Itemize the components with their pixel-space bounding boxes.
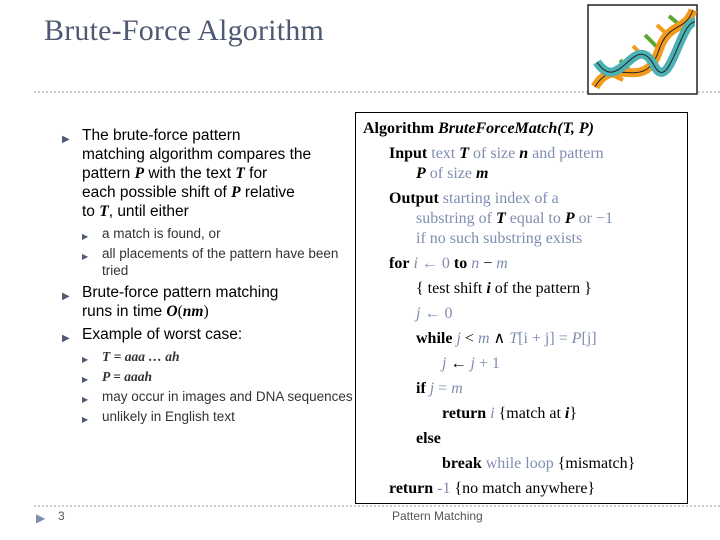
algo-line-for: for i ← 0 to n − m xyxy=(389,255,508,272)
triangle-right-icon: ▶ xyxy=(82,395,89,404)
sub-bullet-text: all placements of the pattern have been tried xyxy=(102,246,339,278)
bullet-text: matching algorithm compares the xyxy=(82,146,312,163)
footer-title: Pattern Matching xyxy=(392,509,483,523)
algorithm-box xyxy=(355,112,688,504)
triangle-right-icon: ▶ xyxy=(82,232,89,241)
bullet-text: The brute-force pattern xyxy=(82,127,241,144)
dna-helix-icon xyxy=(585,2,700,97)
bullet-text: Brute-force pattern matching xyxy=(82,284,279,301)
triangle-right-icon: ▶ xyxy=(62,291,70,302)
bullet-text: for xyxy=(244,165,268,182)
bullet-text: with the text xyxy=(144,165,236,182)
symbol-T: T xyxy=(235,165,245,182)
bullet-worst-case xyxy=(62,325,358,344)
bullet-text: relative xyxy=(240,184,295,201)
sub-bullet-text: may occur in images and DNA sequences xyxy=(102,389,353,404)
sub-bullet xyxy=(82,225,358,242)
symbol-P: P xyxy=(231,184,241,201)
algo-line-while: while j < m ∧ T[i + j] = P[j] xyxy=(416,330,597,347)
bullet-text: to xyxy=(82,203,100,220)
paren: ( xyxy=(177,303,183,320)
algo-line-output: Output starting index of a xyxy=(389,190,559,207)
sub-bullet-text: T = aaa … ah xyxy=(102,349,180,364)
algo-line-if: if j = m xyxy=(416,380,463,397)
footer-divider xyxy=(34,505,720,507)
slide-number: 3 xyxy=(58,509,65,523)
triangle-right-icon: ▶ xyxy=(62,134,70,145)
sub-bullet xyxy=(82,408,358,425)
algo-line-j-inc: j ← j + 1 xyxy=(442,355,500,372)
bullet-runtime xyxy=(62,283,358,321)
sub-bullet xyxy=(82,388,358,405)
paren: ) xyxy=(203,303,209,320)
bullet-text: runs in time xyxy=(82,303,167,320)
algo-line-j-init: j ← 0 xyxy=(416,305,453,322)
algo-line-input-cont: P of size m xyxy=(416,165,489,182)
bullet-text: , until either xyxy=(108,203,189,220)
bullet-brute-force-description xyxy=(62,126,358,221)
bullet-text: each possible shift of xyxy=(82,184,232,201)
triangle-right-icon: ▶ xyxy=(82,252,89,261)
bullet-text: Example of worst case: xyxy=(82,326,243,343)
sub-bullet xyxy=(82,348,358,365)
sub-bullet-text: unlikely in English text xyxy=(102,409,235,424)
algo-line-comment: { test shift i of the pattern } xyxy=(416,280,592,297)
sub-bullet-text: a match is found, or xyxy=(102,226,221,241)
triangle-right-icon: ▶ xyxy=(82,355,89,364)
sub-bullet xyxy=(82,368,358,385)
bullet-text: pattern xyxy=(82,165,135,182)
algo-line-break: break while loop {mismatch} xyxy=(442,455,636,472)
triangle-right-icon: ▶ xyxy=(82,415,89,424)
bullet-list xyxy=(62,126,358,428)
triangle-right-icon: ▶ xyxy=(36,511,46,525)
algo-line-return-i: return i {match at i} xyxy=(442,405,578,422)
algo-line-output-cont: substring of T equal to P or −1 xyxy=(416,210,614,227)
symbol-O: O xyxy=(166,303,178,320)
slide-title: Brute-Force Algorithm xyxy=(44,14,324,47)
symbol-nm: nm xyxy=(182,303,204,320)
algo-line-output-cont2: if no such substring exists xyxy=(416,230,583,247)
sub-bullet-text: P = aaah xyxy=(102,369,152,384)
algo-line-header: Algorithm BruteForceMatch(T, P) xyxy=(363,120,594,137)
triangle-right-icon: ▶ xyxy=(82,375,89,384)
algo-line-else: else xyxy=(416,430,441,447)
symbol-T: T xyxy=(99,203,109,220)
symbol-P: P xyxy=(134,165,145,182)
algo-line-return-neg: return -1 {no match anywhere} xyxy=(389,480,596,497)
triangle-right-icon: ▶ xyxy=(62,333,70,344)
sub-bullet xyxy=(82,245,358,279)
algo-line-input: Input text T of size n and pattern xyxy=(389,145,604,162)
